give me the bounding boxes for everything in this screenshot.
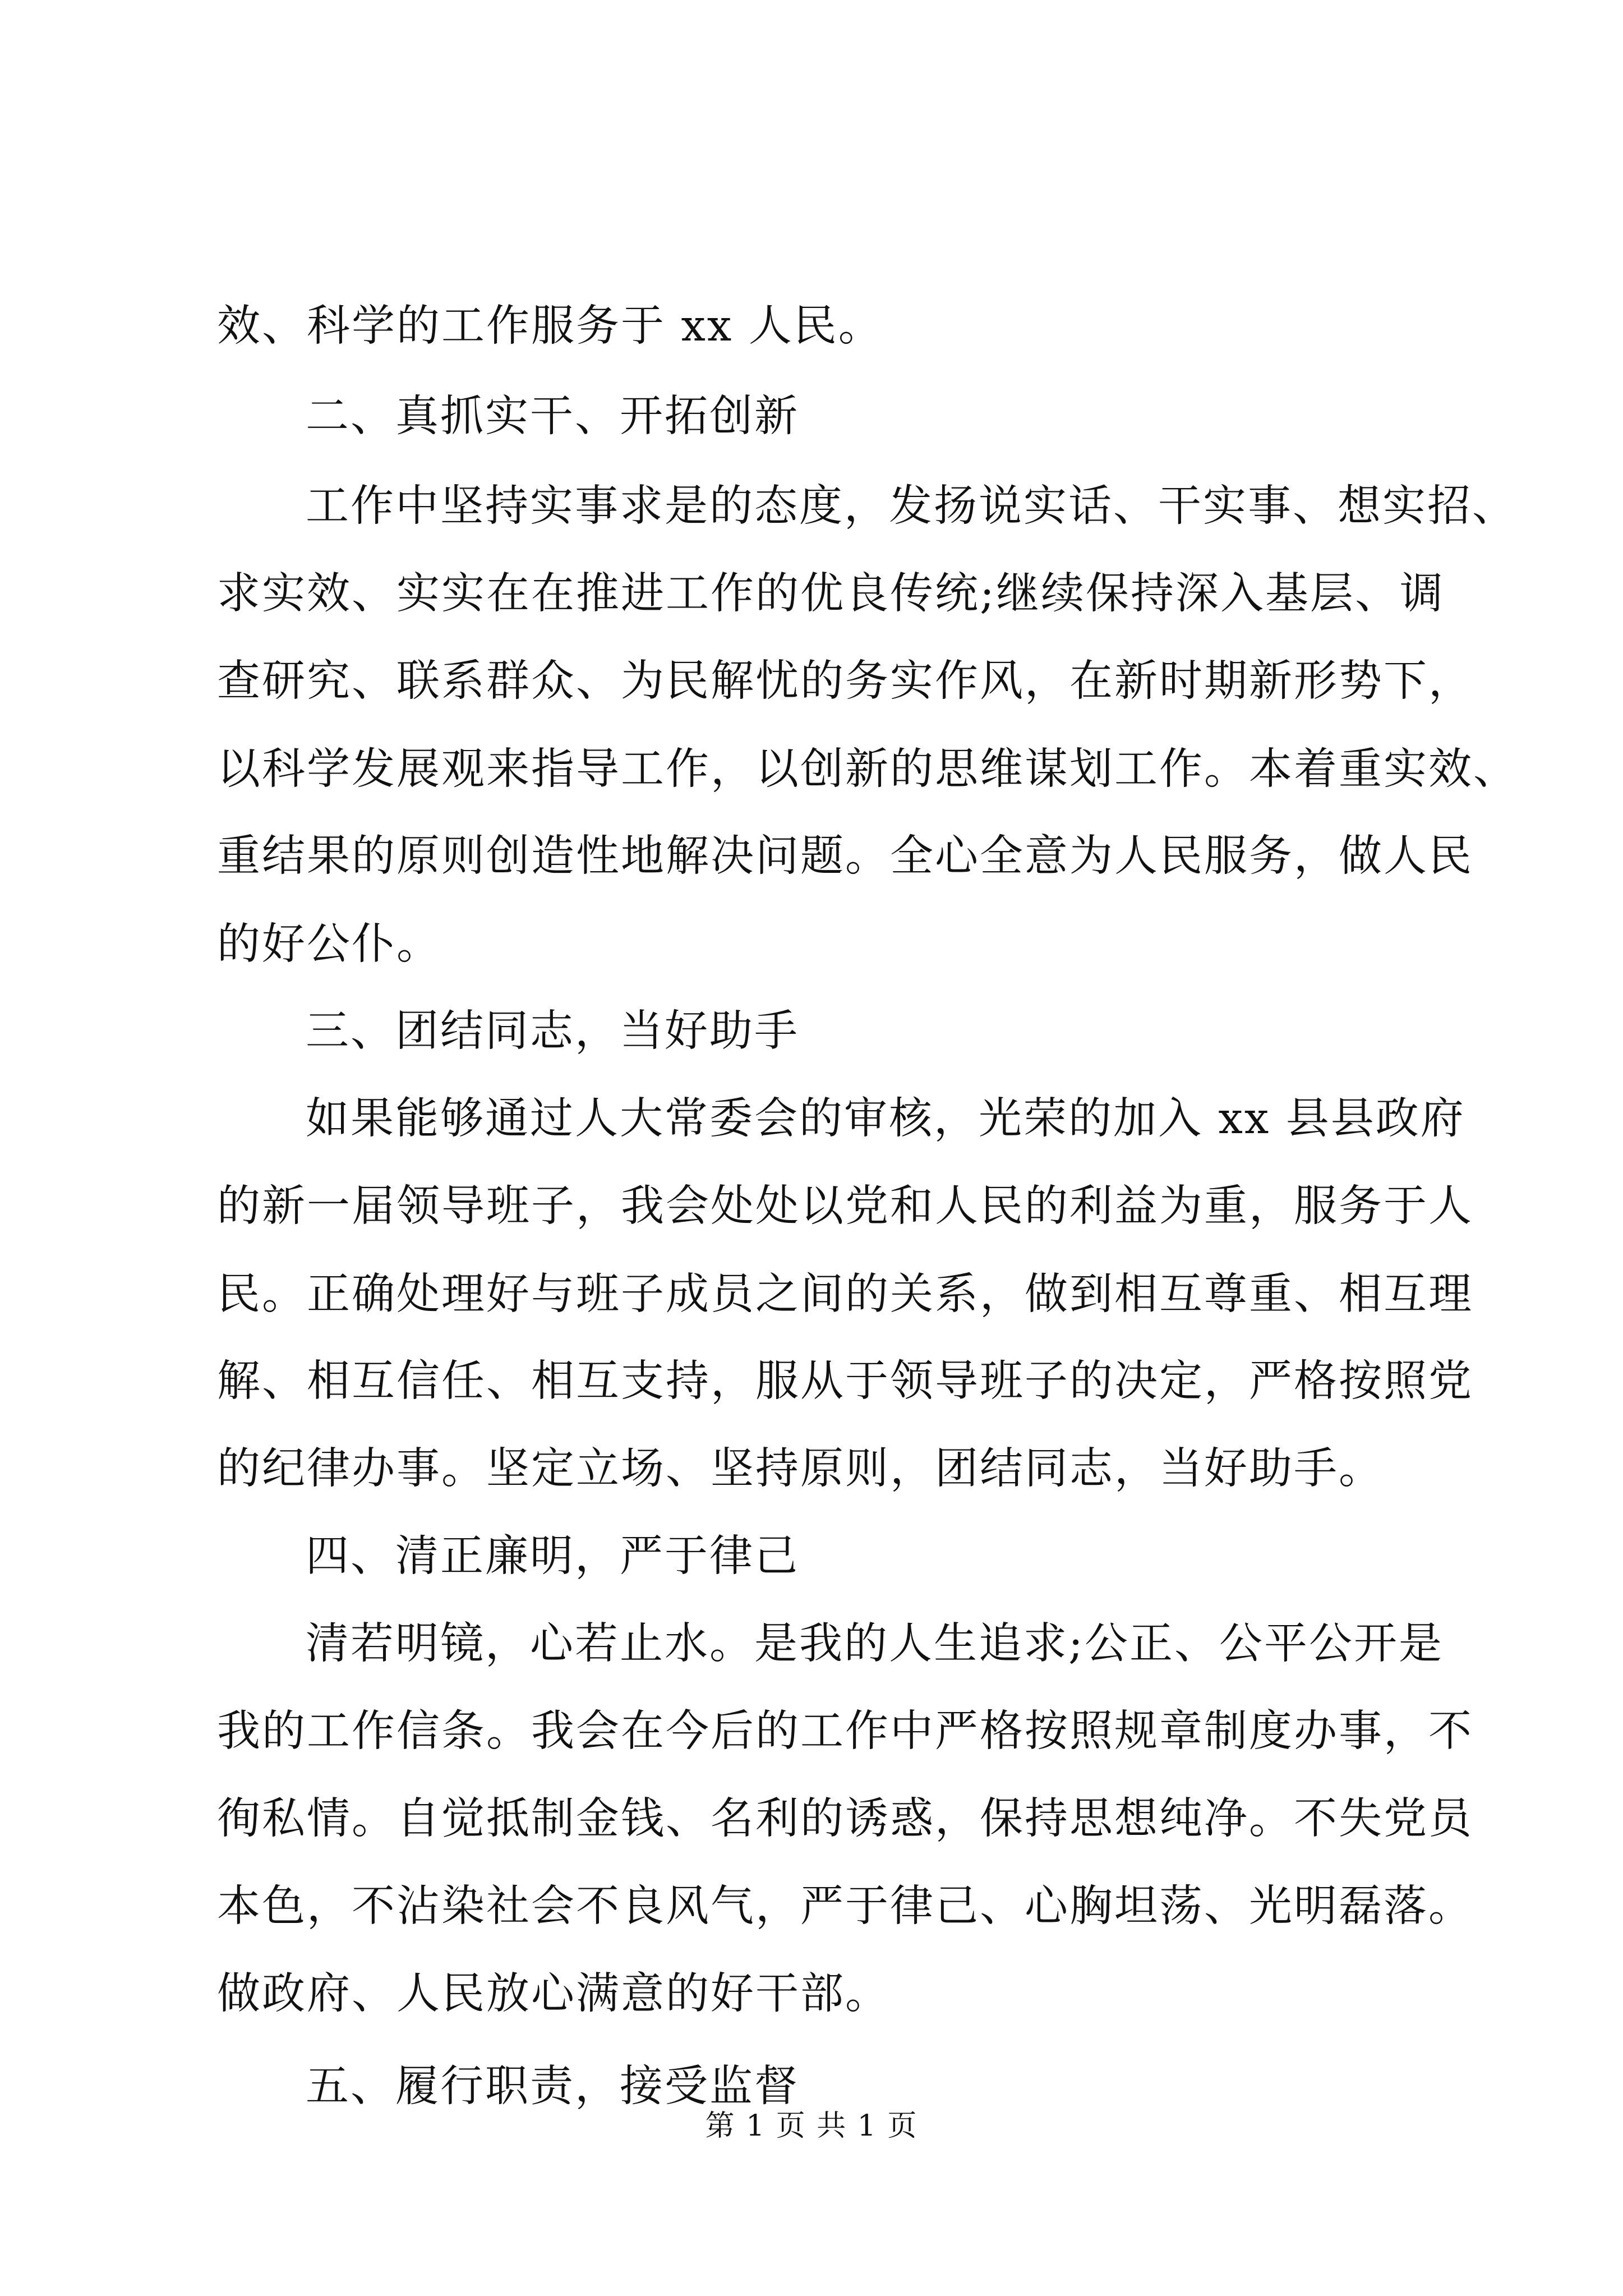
body-text-line: 效、科学的工作服务于 xx 人民。 — [217, 301, 883, 351]
body-text-line: 求实效、实实在在推进工作的优良传统;继续保持深入基层、调 — [217, 569, 1445, 619]
body-text-line: 本色，不沾染社会不良风气，严于律己、心胸坦荡、光明磊落。 — [217, 1881, 1473, 1931]
section-heading: 四、清正廉明，严于律己 — [306, 1531, 799, 1581]
body-text-line: 重结果的原则创造性地解决问题。全心全意为人民服务，做人民 — [217, 831, 1473, 881]
section-heading: 二、真抓实干、开拓创新 — [306, 392, 799, 441]
body-text-line: 以科学发展观来指导工作，以创新的思维谋划工作。本着重实效、 — [217, 744, 1518, 794]
body-text-line: 做政府、人民放心满意的好干部。 — [217, 1969, 890, 2019]
section-heading: 三、团结同志，当好助手 — [306, 1006, 799, 1056]
body-text-line: 查研究、联系群众、为民解忧的务实作风，在新时期新形势下， — [217, 656, 1473, 706]
body-text-line: 徇私情。自觉抵制金钱、名利的诱惑，保持思想纯净。不失党员 — [217, 1794, 1473, 1844]
paragraph-start-line: 清若明镜，心若止水。是我的人生追求;公正、公平公开是 — [306, 1619, 1444, 1669]
page-number-footer: 第 1 页 共 1 页 — [705, 2109, 918, 2143]
paragraph-start-line: 如果能够通过人大常委会的审核，光荣的加入 xx 县县政府 — [306, 1094, 1465, 1144]
body-text-line: 解、相互信任、相互支持，服从于领导班子的决定，严格按照党 — [217, 1356, 1473, 1406]
body-text-line: 我的工作信条。我会在今后的工作中严格按照规章制度办事，不 — [217, 1706, 1473, 1756]
body-text-line: 的新一届领导班子，我会处处以党和人民的利益为重，服务于人 — [217, 1181, 1473, 1231]
paragraph-start-line: 工作中坚持实事求是的态度，发扬说实话、干实事、想实招、 — [306, 481, 1517, 531]
body-text-line: 的好公仆。 — [217, 919, 441, 969]
body-text-line: 的纪律办事。坚定立场、坚持原则，团结同志，当好助手。 — [217, 1444, 1384, 1494]
body-text-line: 民。正确处理好与班子成员之间的关系，做到相互尊重、相互理 — [217, 1269, 1473, 1319]
section-heading: 五、履行职责，接受监督 — [306, 2062, 799, 2111]
